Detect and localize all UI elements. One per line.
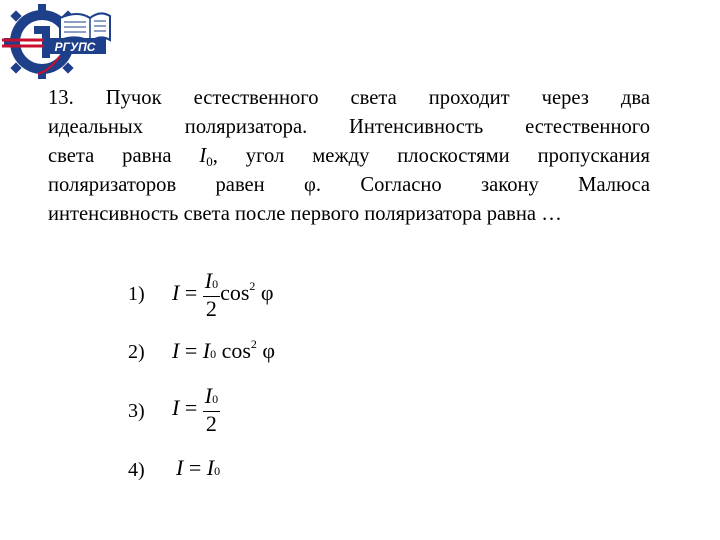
option-4-number[interactable]: 4) (128, 459, 145, 481)
rgups-logo (0, 0, 112, 80)
option-1-number[interactable]: 1) (128, 283, 145, 305)
question-line-5: интенсивность света после первого поляризатора равна … (48, 203, 562, 225)
question-line-3: света равна $I_0$, угол между плоскостями пропускания (48, 145, 650, 169)
question-line-2: идеальных поляризатора. Интенсивность естественного (48, 116, 650, 138)
option-2-formula[interactable]: I = I0 $\cos^2 \varphi$ (172, 337, 276, 363)
option-3-formula[interactable]: I = $\frac{I0}{2}$ (172, 383, 219, 436)
svg-text:РГУПС: РГУПС (54, 40, 96, 54)
question-line-1: 13. Пучок естественного света проходит через два (48, 87, 650, 109)
question-line-4: поляризаторов равен φ. Согласно закону Малюса (48, 174, 650, 196)
question-text (48, 84, 650, 229)
fraction: $\frac{I0}{2}$ (204, 383, 219, 436)
option-2-number[interactable]: 2) (128, 341, 145, 363)
option-1-formula[interactable]: I = $\frac{I0}{2}$ $\cos^2 \varphi$ (172, 268, 274, 321)
fraction: $\frac{I0}{2}$ (204, 268, 219, 321)
option-4-formula[interactable]: I = I0 (176, 455, 221, 480)
option-3-number[interactable]: 3) (128, 400, 145, 422)
question-number: 13. (48, 87, 74, 109)
